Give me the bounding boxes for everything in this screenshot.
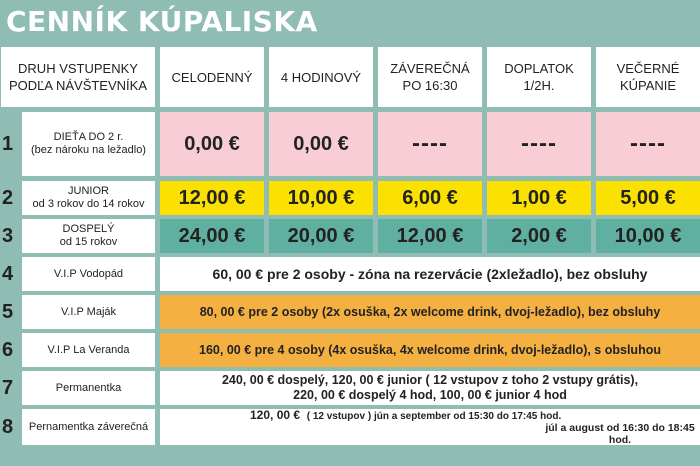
header-surcharge <box>487 47 591 107</box>
header-evening <box>596 47 700 107</box>
row-number: 8 <box>2 415 14 438</box>
price-cell: 12,00 € <box>160 181 264 215</box>
price-cell: ---- <box>378 112 482 176</box>
closing-pass-offer <box>160 409 700 445</box>
season-pass-line1: 240, 00 € dospelý, 120, 00 € junior ( 12 vstupov z toho 2 vstupy grátis), <box>221 373 639 387</box>
row-number: 3 <box>2 224 14 247</box>
price-cell: 20,00 € <box>269 219 373 253</box>
header-ticket-type-line1: DRUH VSTUPENKY <box>18 61 138 76</box>
price-cell: 6,00 € <box>378 181 482 215</box>
row-label: V.I.P Vodopád <box>22 257 155 291</box>
row-number: 1 <box>2 132 14 155</box>
price-cell: 0,00 € <box>269 112 373 176</box>
header-evening-line2: KÚPANIE <box>619 78 677 93</box>
header-closing-line1: ZÁVEREČNÁ <box>390 61 470 76</box>
row-label-line2: od 3 rokov do 14 rokov <box>32 198 145 210</box>
vip-lighthouse-offer: 80, 00 € pre 2 osoby (2x osuška, 2x welcome drink, dvoj-ležadlo), bez obsluhy <box>160 295 700 329</box>
row-label: V.I.P Maják <box>22 295 155 329</box>
price-cell: 24,00 € <box>160 219 264 253</box>
vip-veranda-offer: 160, 00 € pre 4 osoby (4x osuška, 4x welcome drink, dvoj-ležadlo), s obsluhou <box>160 333 700 367</box>
row-label-line2: (bez nároku na ležadlo) <box>31 144 146 156</box>
header-ticket-type <box>1 47 155 107</box>
row-label <box>22 112 155 176</box>
header-evening-line1: VEČERNÉ <box>616 61 680 76</box>
closing-pass-line1 <box>250 408 561 422</box>
price-cell: 12,00 € <box>378 219 482 253</box>
header-closing <box>378 47 482 107</box>
price-cell: 0,00 € <box>160 112 264 176</box>
row-label-line1: DOSPELÝ <box>62 223 115 235</box>
row-number: 4 <box>2 262 14 285</box>
row-number: 6 <box>2 338 14 361</box>
header-surcharge-line2: 1/2H. <box>523 78 555 93</box>
row-label <box>22 219 155 253</box>
header-surcharge-line1: DOPLATOK <box>504 61 574 76</box>
row-label: Permanentka <box>22 371 155 405</box>
price-cell: 10,00 € <box>596 219 700 253</box>
row-number: 2 <box>2 186 14 209</box>
season-pass-line2: 220, 00 € dospelý 4 hod, 100, 00 € junior 4 hod <box>293 388 567 402</box>
price-cell: 2,00 € <box>487 219 591 253</box>
page-title: CENNÍK KÚPALISKA <box>0 0 700 42</box>
row-number: 7 <box>2 376 14 399</box>
price-cell: 1,00 € <box>487 181 591 215</box>
price-cell: 5,00 € <box>596 181 700 215</box>
price-cell: 10,00 € <box>269 181 373 215</box>
vip-waterfall-offer: 60, 00 € pre 2 osoby - zóna na rezervácie (2xležadlo), bez obsluhy <box>160 257 700 291</box>
row-label: Pernamentka záverečná <box>22 409 155 445</box>
closing-pass-details: ( 12 vstupov ) jún a september od 15:30 do 17:45 hod. <box>306 411 562 422</box>
row-label-line1: DIEŤA DO 2 r. <box>53 131 124 143</box>
row-number: 5 <box>2 300 14 323</box>
header-full-day <box>160 47 264 107</box>
header-4-hours <box>269 47 373 107</box>
closing-pass-line2: júl a august od 16:30 do 18:45 hod. <box>545 422 695 446</box>
header-closing-line2: PO 16:30 <box>402 78 458 93</box>
closing-pass-price: 120, 00 € <box>250 408 301 422</box>
header-ticket-type-line2: PODĽA NÁVŠTEVNÍKA <box>9 78 147 93</box>
row-label: V.I.P La Veranda <box>22 333 155 367</box>
season-pass-offer <box>160 371 700 405</box>
price-cell: ---- <box>487 112 591 176</box>
price-cell: ---- <box>596 112 700 176</box>
header-4-hours-label: 4 HODINOVÝ <box>280 69 362 85</box>
row-label-line1: JUNIOR <box>68 185 109 197</box>
header-full-day-label: CELODENNÝ <box>171 69 253 85</box>
row-label <box>22 181 155 215</box>
row-label-line2: od 15 rokov <box>59 236 118 248</box>
